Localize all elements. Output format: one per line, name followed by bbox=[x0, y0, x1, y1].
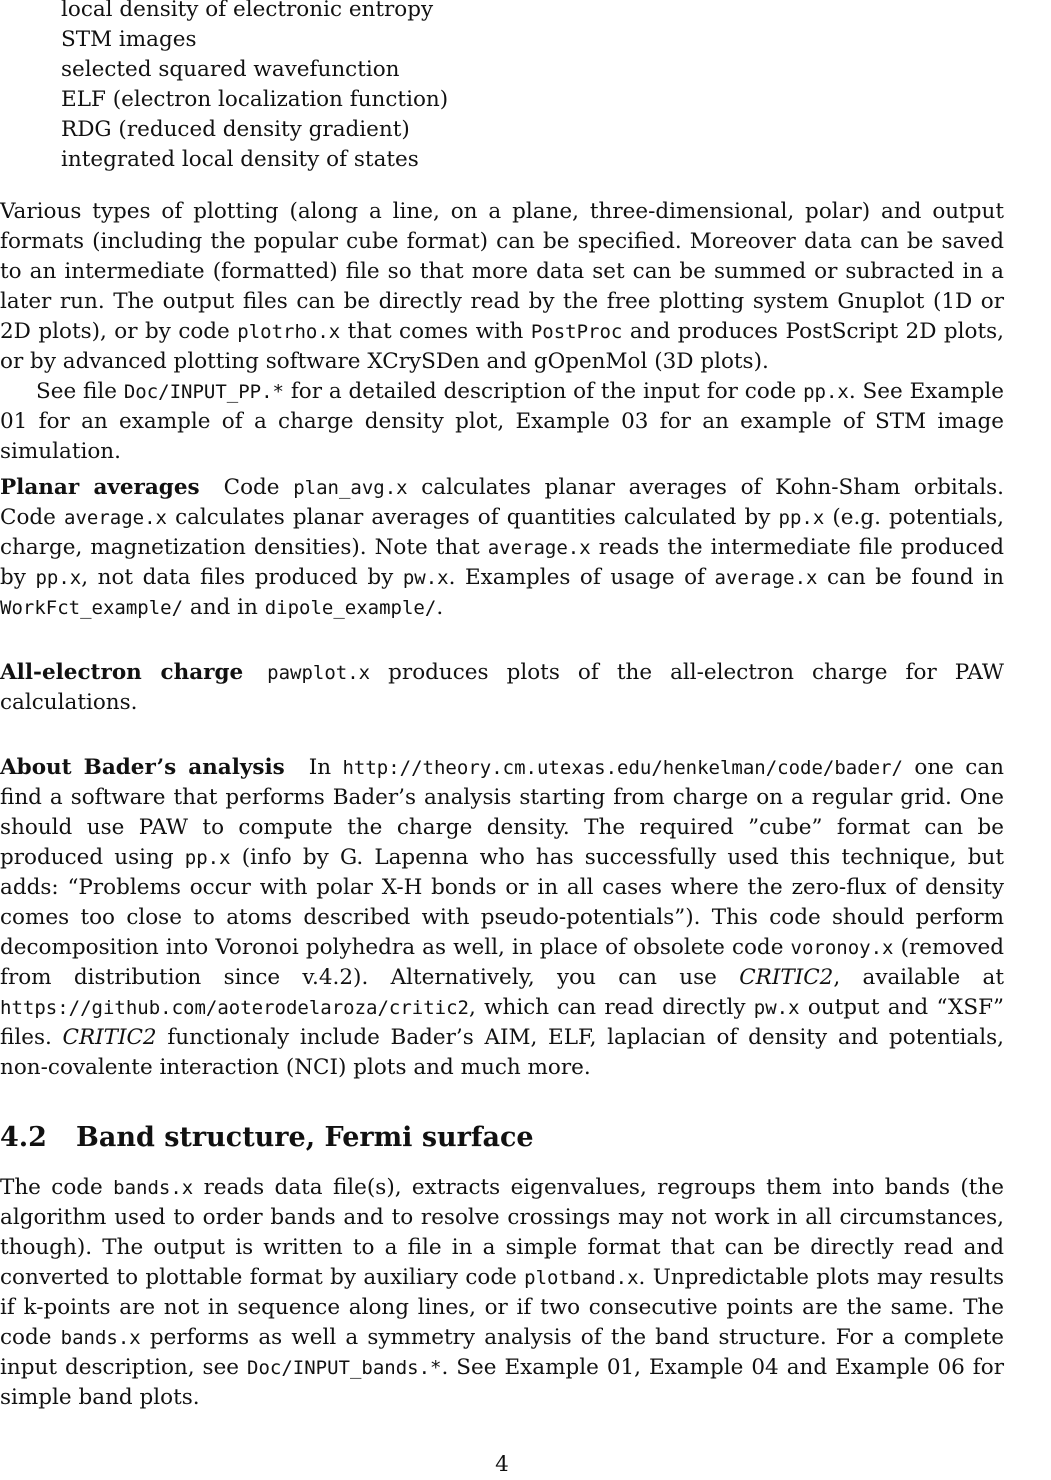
band-structure-section bbox=[0, 1173, 1004, 1413]
critic2-url-link[interactable]: https://github.com/aoterodelaroza/critic2 bbox=[0, 997, 469, 1019]
band-structure-paragraph: The code bands.x reads data file(s), extracts eigenvalues, regroups them into bands (the algorithm used to order bands and to resolve crossings may not work in all circumstances, though). The output is written to a file in a simple format that can be directly read and converted to plottable format by auxiliary code plotband.x. Unpredictable plots may results if k-points are not in sequence along lines, or if two consecutive points are the same. The code bands.x performs as well a symmetry analysis of the band structure. For a complete input description, see Doc/INPUT_bands.*. See Example 01, Example 04 and Example 06 for simple band plots. bbox=[0, 1175, 1004, 1410]
list-item: STM images bbox=[61, 27, 197, 52]
plotting-paragraph: Various types of plotting (along a line, on a plane, three-dimensional, polar) and output formats (including the popular cube format) can be specified. Moreover data can be saved to an intermediate (formatted) file so that more data set can be summed or subracted in a later run. The output files can be directly read by the free plotting system Gnuplot (1D or 2D plots), or by code plotrho.x that comes with PostProc and produces PostScript 2D plots, or by advanced plotting software XCrySDen and gOpenMol (3D plots). bbox=[0, 199, 1004, 374]
plotting-section bbox=[0, 197, 1004, 467]
planar-averages-paragraph: Planar averages Code plan_avg.x calculates planar averages of Kohn-Sham orbitals. Code average.x calculates planar averages of quantities calculated by pp.x (e.g. potentials, charge, magnetization densities). Note that average.x reads the intermediate file produced by pp.x, not data files produced by pw.x. Examples of usage of average.x can be found in WorkFct_example/ and in dipole_example/. bbox=[0, 475, 1005, 620]
list-item: integrated local density of states bbox=[61, 147, 419, 172]
list-item: ELF (electron localization function) bbox=[61, 87, 449, 112]
bader-paragraph: About Bader’s analysis In http://theory.cm.utexas.edu/henkelman/code/bader/ one can find a software that performs Bader’s analysis starting from charge on a regular grid. One should use PAW to compute the charge density. The required ”cube” format can be produced using pp.x (info by G. Lapenna who has successfully used this technique, but adds: “Problems occur with polar X-H bonds or in all cases where the zero-flux of density comes too close to atoms described with pseudo-potentials”). This code should perform decomposition into Voronoi polyhedra as well, in place of obsolete code voronoy.x (removed from distribution since v.4.2). Alternatively, you can use CRITIC2, available at https://github.com/aoterodelaroza/critic2, which can read directly pw.x output and “XSF” files. CRITIC2 functionaly include Bader’s AIM, ELF, laplacian of density and potentials, non-covalente interaction (NCI) plots and much more. bbox=[0, 755, 1004, 1080]
list-item: RDG (reduced density gradient) bbox=[61, 117, 410, 142]
paragraph-heading: All-electron charge bbox=[0, 660, 244, 685]
list-item: selected squared wavefunction bbox=[61, 57, 400, 82]
bader-section bbox=[0, 753, 1004, 1083]
paragraph-heading: Planar averages bbox=[0, 475, 200, 500]
section-title: Band structure, Fermi surface bbox=[76, 1122, 534, 1153]
section-heading bbox=[0, 1120, 534, 1156]
see-file-paragraph: See file Doc/INPUT_PP.* for a detailed description of the input for code pp.x. See Example 01 for an example of a charge density plot, Example 03 for an example of STM image simulation. bbox=[0, 379, 1004, 464]
list-item: local density of electronic entropy bbox=[61, 0, 434, 22]
planar-averages-section bbox=[0, 473, 1004, 623]
all-electron-section bbox=[0, 658, 1004, 718]
all-electron-paragraph: All-electron charge pawplot.x produces plots of the all-electron charge for PAW calculations. bbox=[0, 660, 1004, 715]
page-number: 4 bbox=[495, 1452, 509, 1477]
bader-url-link[interactable]: http://theory.cm.utexas.edu/henkelman/code/bader/ bbox=[342, 757, 903, 779]
paragraph-heading: About Bader’s analysis bbox=[0, 755, 285, 780]
quantity-list bbox=[61, 0, 448, 175]
section-number: 4.2 bbox=[0, 1122, 47, 1153]
